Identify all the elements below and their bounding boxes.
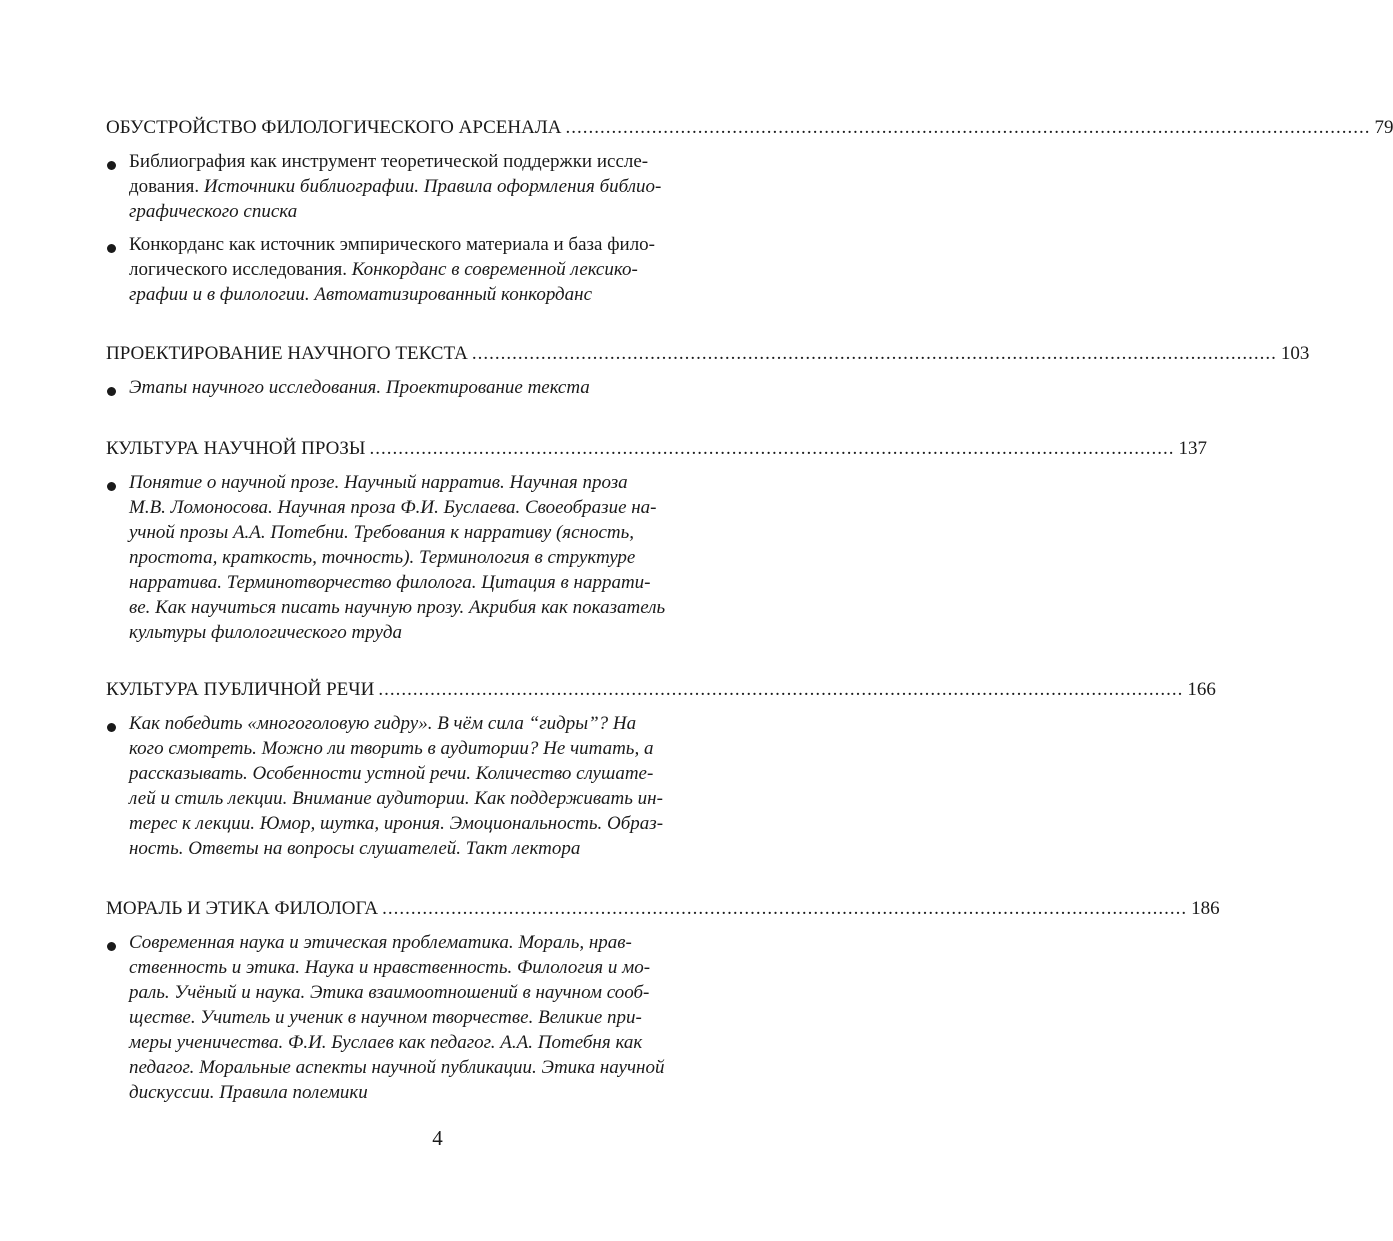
chapter-page-number: 137 [1178, 438, 1207, 459]
bullet-line: терес к лекции. Юмор, шутка, ирония. Эмоциональность. Образ- [129, 813, 664, 834]
bullet-icon [107, 161, 116, 170]
dot-leader: ............................................................................................................................................ [369, 438, 1175, 459]
chapter-title: КУЛЬТУРА ПУБЛИЧНОЙ РЕЧИ [106, 679, 375, 700]
toc-bullet [106, 149, 772, 224]
toc-chapter-heading[interactable] [106, 436, 1207, 462]
toc-bullet [106, 930, 772, 1105]
bullet-line: меры ученичества. Ф.И. Буслаев как педагог. А.А. Потебня как [129, 1032, 643, 1053]
chapter-page-number: 103 [1280, 343, 1310, 364]
toc-chapter-heading[interactable] [106, 115, 1393, 141]
dot-leader: ............................................................................................................................................ [471, 343, 1277, 364]
bullet-line: учной прозы А.А. Потебни. Требования к нарративу (ясность, [129, 522, 635, 543]
bullet-line: Как победить «многоголовую гидру». В чём сила “гидры”? На [129, 713, 637, 734]
bullet-line: лей и стиль лекции. Внимание аудитории. Как поддерживать ин- [129, 788, 663, 809]
bullet-line: простота, краткость, точность). Терминология в структуре [129, 547, 636, 568]
chapter-page-number: 79 [1374, 117, 1393, 138]
dot-leader: ............................................................................................................................................ [382, 898, 1188, 919]
bullet-line: ственность и этика. Наука и нравственность. Филология и мо- [129, 957, 651, 978]
bullet-line: раль. Учёный и наука. Этика взаимоотношений в научном сооб- [129, 982, 650, 1003]
bullet-line: ность. Ответы на вопросы слушателей. Такт лектора [129, 838, 581, 859]
bullet-line: нарратива. Терминотворчество филолога. Цитация в наррати- [129, 572, 651, 593]
bullet-line: Этапы научного исследования. Проектирование текста [129, 377, 590, 398]
toc-chapter [106, 677, 1216, 861]
bullet-line: рассказывать. Особенности устной речи. Количество слушате- [129, 763, 654, 784]
dot-leader: ............................................................................................................................................ [378, 679, 1184, 700]
bullet-line: дования. Источники библиографии. Правила оформления библио- [129, 176, 662, 197]
bullet-icon [107, 387, 116, 396]
chapter-title: ОБУСТРОЙСТВО ФИЛОЛОГИЧЕСКОГО АРСЕНАЛА [106, 117, 562, 138]
bullet-line: педагог. Моральные аспекты научной публикации. Этика научной [129, 1057, 665, 1078]
toc-chapter [106, 896, 1220, 1105]
bullet-line: Понятие о научной прозе. Научный нарратив. Научная проза [129, 472, 628, 493]
bullet-line: Библиография как инструмент теоретической поддержки иссле- [129, 151, 649, 172]
bullet-icon [107, 723, 116, 732]
page-number: 4 [432, 1126, 443, 1150]
chapter-page-number: 186 [1191, 898, 1220, 919]
toc-chapter-heading[interactable] [106, 677, 1216, 703]
bullet-icon [107, 942, 116, 951]
bullet-line: культуры филологического труда [129, 622, 402, 643]
toc-bullet [106, 711, 772, 861]
chapter-title: МОРАЛЬ И ЭТИКА ФИЛОЛОГА [106, 898, 379, 919]
toc-chapter [106, 341, 1310, 400]
bullet-icon [107, 244, 116, 253]
toc-chapter [106, 436, 1207, 645]
chapter-page-number: 166 [1187, 679, 1216, 700]
bullet-line: дискуссии. Правила полемики [129, 1082, 368, 1103]
toc-bullet [106, 232, 772, 307]
toc-bullet [106, 375, 772, 400]
bullet-line: ве. Как научиться писать научную прозу. Акрибия как показатель [129, 597, 666, 618]
toc-chapter-heading[interactable] [106, 341, 1310, 367]
bullet-line: М.В. Ломоносова. Научная проза Ф.И. Буслаева. Своеобразие на- [129, 497, 657, 518]
toc-bullet [106, 470, 772, 645]
chapter-title: ПРОЕКТИРОВАНИЕ НАУЧНОГО ТЕКСТА [106, 343, 468, 364]
bullet-icon [107, 482, 116, 491]
bullet-line: графии и в филологии. Автоматизированный конкорданс [129, 284, 593, 305]
toc-chapter-heading[interactable] [106, 896, 1220, 922]
bullet-line: логического исследования. Конкорданс в современной лексико- [129, 259, 638, 280]
toc-chapter [106, 115, 1393, 307]
dot-leader: ............................................................................................................................................ [565, 117, 1371, 138]
bullet-line: Конкорданс как источник эмпирического материала и база фило- [129, 234, 655, 255]
bullet-line: кого смотреть. Можно ли творить в аудитории? Не читать, а [129, 738, 654, 759]
bullet-line: Современная наука и этическая проблематика. Мораль, нрав- [129, 932, 632, 953]
bullet-line: ществе. Учитель и ученик в научном творчестве. Великие при- [129, 1007, 642, 1028]
bullet-line: графического списка [129, 201, 298, 222]
chapter-title: КУЛЬТУРА НАУЧНОЙ ПРОЗЫ [106, 438, 366, 459]
